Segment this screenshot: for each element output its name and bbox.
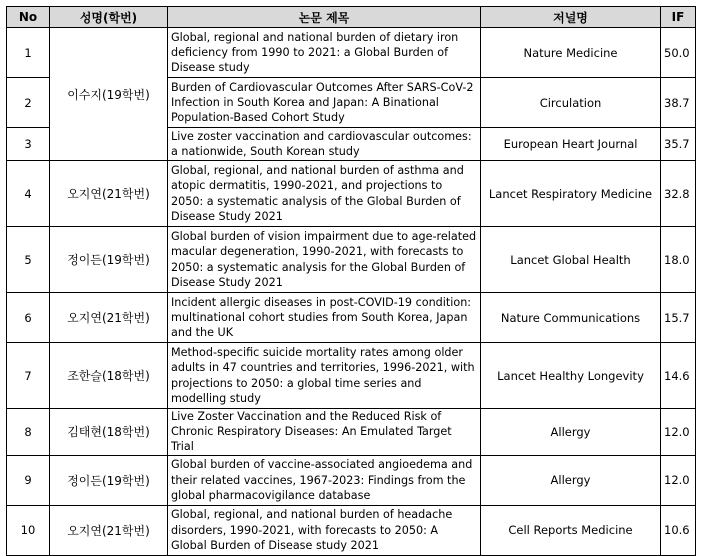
author-cell: 정이든(19학번): [50, 227, 168, 293]
author-cell: 오지연(21학번): [50, 505, 168, 555]
row-number: 7: [7, 343, 50, 409]
impact-factor: 32.8: [661, 161, 696, 227]
journal-name: Lancet Respiratory Medicine: [481, 161, 661, 227]
table-row: [7, 227, 696, 293]
table-row: [7, 505, 696, 555]
row-number: 9: [7, 455, 50, 505]
impact-factor: 12.0: [661, 409, 696, 456]
journal-name: Lancet Global Health: [481, 227, 661, 293]
table-row: [7, 455, 696, 505]
paper-title: Live zoster vaccination and cardiovascular outcomes: a nationwide, South Korean study: [168, 128, 481, 161]
row-number: 3: [7, 128, 50, 161]
impact-factor: 38.7: [661, 78, 696, 128]
author-cell: 김태현(18학번): [50, 409, 168, 456]
author-cell: 오지연(21학번): [50, 161, 168, 227]
row-number: 10: [7, 505, 50, 555]
row-number: 4: [7, 161, 50, 227]
header-author: 성명(학번): [50, 7, 168, 28]
table-row: [7, 161, 696, 227]
impact-factor: 14.6: [661, 343, 696, 409]
table-row: [7, 409, 696, 456]
paper-title: Global burden of vision impairment due to age-related macular degeneration, 1990-2021, with forecasts to 2050: a systematic analysis for the Global Burden of Disease Study 2021: [168, 227, 481, 293]
impact-factor: 50.0: [661, 28, 696, 78]
header-row: [7, 7, 696, 28]
row-number: 1: [7, 28, 50, 78]
journal-name: Allergy: [481, 455, 661, 505]
author-cell: 조한슬(18학번): [50, 343, 168, 409]
journal-name: Cell Reports Medicine: [481, 505, 661, 555]
header-if: IF: [661, 7, 696, 28]
paper-title: Global burden of vaccine-associated angioedema and their related vaccines, 1967-2023: Findings from the global pharmacovigilance database: [168, 455, 481, 505]
paper-title: Live Zoster Vaccination and the Reduced Risk of Chronic Respiratory Diseases: An Emulated Target Trial: [168, 409, 481, 456]
impact-factor: 10.6: [661, 505, 696, 555]
row-number: 6: [7, 293, 50, 343]
journal-name: Lancet Healthy Longevity: [481, 343, 661, 409]
paper-title: Burden of Cardiovascular Outcomes After SARS-CoV-2 Infection in South Korea and Japan: A Binational Population-Based Cohort Study: [168, 78, 481, 128]
impact-factor: 35.7: [661, 128, 696, 161]
author-cell: 오지연(21학번): [50, 293, 168, 343]
table-row: [7, 293, 696, 343]
journal-name: Circulation: [481, 78, 661, 128]
journal-name: Nature Medicine: [481, 28, 661, 78]
header-journal: 저널명: [481, 7, 661, 28]
journal-name: Nature Communications: [481, 293, 661, 343]
header-title: 논문 제목: [168, 7, 481, 28]
author-cell: 정이든(19학번): [50, 455, 168, 505]
table-row: [7, 28, 696, 78]
journal-name: European Heart Journal: [481, 128, 661, 161]
paper-title: Global, regional, and national burden of headache disorders, 1990-2021, with forecasts to 2050: A Global Burden of Disease study 2021: [168, 505, 481, 555]
header-no: No: [7, 7, 50, 28]
row-number: 8: [7, 409, 50, 456]
paper-title: Global, regional and national burden of dietary iron deficiency from 1990 to 2021: a Global Burden of Disease study: [168, 28, 481, 78]
impact-factor: 15.7: [661, 293, 696, 343]
impact-factor: 18.0: [661, 227, 696, 293]
journal-name: Allergy: [481, 409, 661, 456]
paper-title: Global, regional, and national burden of asthma and atopic dermatitis, 1990-2021, and projections to 2050: a systematic analysis of the Global Burden of Disease Study 2021: [168, 161, 481, 227]
paper-title: Incident allergic diseases in post-COVID-19 condition: multinational cohort studies from South Korea, Japan and the UK: [168, 293, 481, 343]
author-cell: 이수지(19학번): [50, 28, 168, 161]
row-number: 5: [7, 227, 50, 293]
paper-title: Method-specific suicide mortality rates among older adults in 47 countries and territories, 1996-2021, with projections to 2050: a global time series and modelling study: [168, 343, 481, 409]
publications-table: [6, 6, 696, 556]
impact-factor: 12.0: [661, 455, 696, 505]
row-number: 2: [7, 78, 50, 128]
table-row: [7, 343, 696, 409]
